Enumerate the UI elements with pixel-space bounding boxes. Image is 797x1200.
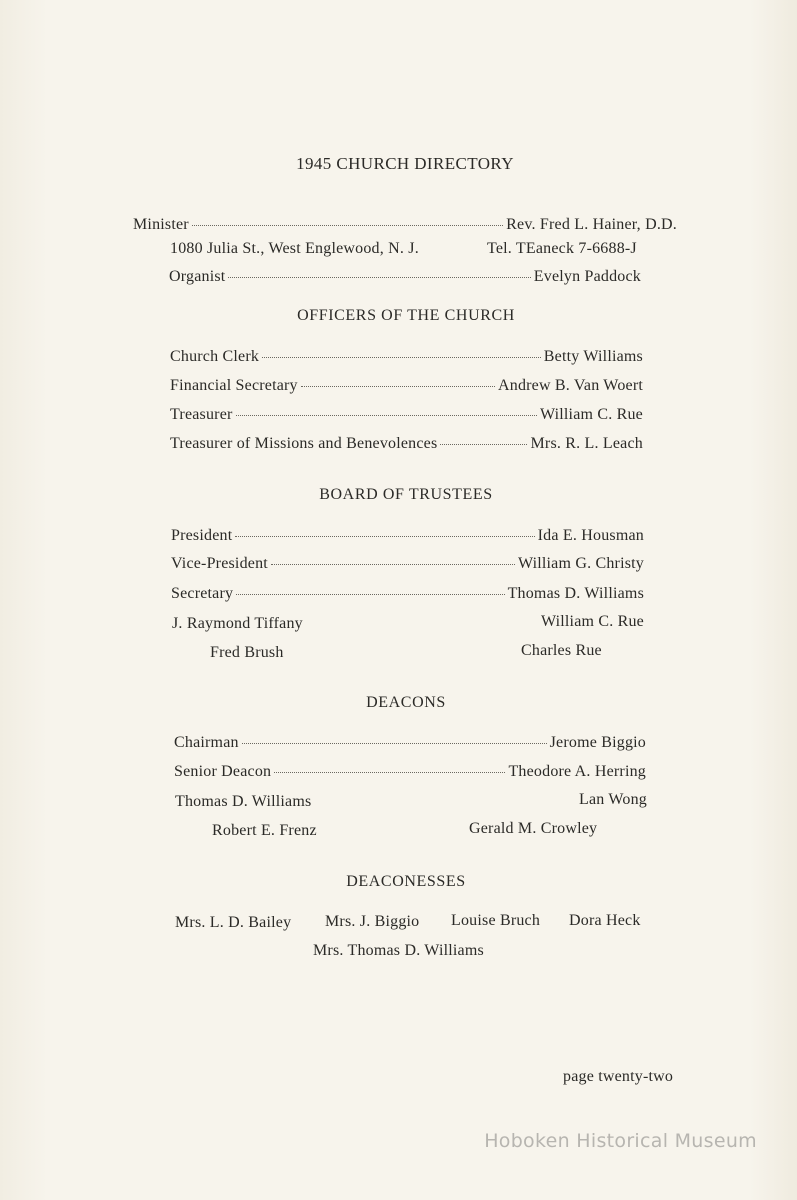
deaconess-member: Mrs. L. D. Bailey	[175, 914, 292, 931]
officer-title: Treasurer of Missions and Benevolences	[170, 435, 438, 452]
leader-dots	[236, 594, 504, 595]
officer-row	[170, 348, 643, 366]
organist-label: Organist	[169, 268, 226, 285]
trustee-member: Fred Brush	[210, 644, 284, 661]
trustee-name: William G. Christy	[517, 555, 644, 572]
minister-telephone: Tel. TEaneck 7-6688-J	[487, 240, 637, 257]
organist-row	[169, 268, 641, 286]
officer-name: Betty Williams	[543, 348, 643, 365]
leader-dots	[440, 444, 527, 445]
officer-title: Financial Secretary	[170, 377, 298, 394]
trustee-title: Vice-President	[171, 555, 268, 572]
leader-dots	[262, 357, 541, 358]
leader-dots	[301, 386, 495, 387]
deaconess-member: Mrs. J. Biggio	[325, 913, 420, 930]
leader-dots	[242, 743, 547, 744]
deaconess-member: Mrs. Thomas D. Williams	[313, 942, 484, 959]
deacon-member: Robert E. Frenz	[212, 822, 317, 839]
minister-label: Minister	[133, 216, 189, 233]
officers-heading: OFFICERS OF THE CHURCH	[297, 307, 515, 324]
deacon-member: Gerald M. Crowley	[469, 820, 598, 837]
trustee-row	[171, 527, 644, 545]
trustee-member: Charles Rue	[521, 642, 602, 659]
officer-title: Church Clerk	[170, 348, 260, 365]
page-title: 1945 CHURCH DIRECTORY	[296, 154, 514, 173]
minister-name: Rev. Fred L. Hainer, D.D.	[506, 216, 677, 233]
trustees-heading: BOARD OF TRUSTEES	[319, 486, 493, 503]
trustee-title: President	[171, 527, 233, 544]
officer-row	[170, 406, 643, 424]
officer-title: Treasurer	[170, 406, 233, 423]
leader-dots	[236, 415, 537, 416]
leader-dots	[228, 277, 530, 278]
trustee-member: J. Raymond Tiffany	[172, 615, 303, 632]
deacon-member: Lan Wong	[578, 791, 647, 808]
deacon-row	[174, 763, 646, 781]
minister-row	[133, 216, 677, 234]
trustee-title: Secretary	[171, 585, 234, 602]
deacon-member: Thomas D. Williams	[175, 793, 312, 810]
deaconess-member: Dora Heck	[569, 912, 641, 929]
leader-dots	[271, 564, 515, 565]
organist-name: Evelyn Paddock	[533, 268, 641, 285]
trustee-name: Thomas D. Williams	[507, 585, 644, 602]
officer-row	[170, 377, 643, 395]
trustee-row	[171, 585, 644, 603]
deaconess-member: Louise Bruch	[451, 912, 541, 929]
deacon-row	[174, 734, 646, 752]
officer-name: Andrew B. Van Woert	[497, 377, 643, 394]
deacons-heading: DEACONS	[366, 694, 446, 711]
officer-name: Mrs. R. L. Leach	[530, 435, 643, 452]
leader-dots	[274, 772, 505, 773]
deacon-title: Senior Deacon	[174, 763, 272, 780]
leader-dots	[192, 225, 503, 226]
officer-row	[170, 435, 643, 453]
deaconesses-heading: DEACONESSES	[346, 873, 466, 890]
deacon-name: Jerome Biggio	[549, 734, 646, 751]
trustee-name: Ida E. Housman	[537, 527, 644, 544]
museum-watermark: Hoboken Historical Museum	[484, 1130, 757, 1152]
minister-address: 1080 Julia St., West Englewood, N. J.	[170, 240, 419, 257]
officer-name: William C. Rue	[539, 406, 643, 423]
deacon-name: Theodore A. Herring	[508, 763, 646, 780]
leader-dots	[235, 536, 534, 537]
deacon-title: Chairman	[174, 734, 239, 751]
trustee-member: William C. Rue	[540, 613, 644, 630]
page-number: page twenty-two	[563, 1068, 674, 1085]
trustee-row	[171, 555, 644, 573]
